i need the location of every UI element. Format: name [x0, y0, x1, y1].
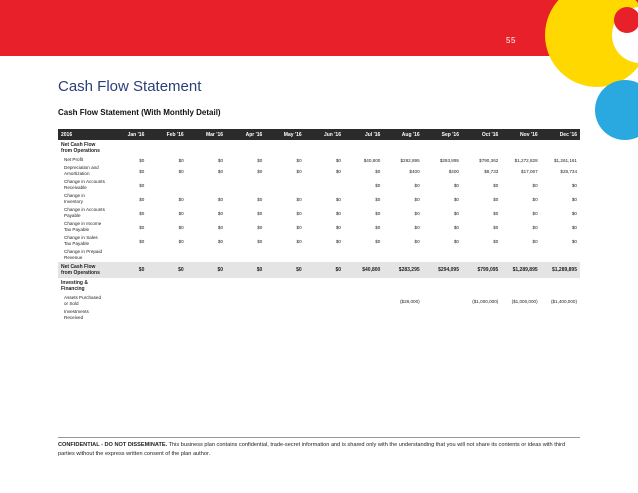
value-cell — [501, 308, 540, 322]
value-cell: $1,289,895 — [551, 267, 577, 273]
value-cell: ($1,000,000) — [511, 298, 538, 304]
header-year: 2016 — [61, 131, 73, 138]
value-cell: $0 — [493, 224, 499, 230]
value-cell: $1,261,161 — [554, 157, 577, 163]
cash-flow-table — [58, 129, 580, 322]
value-cell: $0 — [178, 224, 184, 230]
confidential-footer — [58, 441, 580, 459]
value-cell: $282,895 — [400, 157, 420, 163]
value-cell: $0 — [178, 210, 184, 216]
footer-divider — [58, 437, 580, 438]
header-month: Jun '16 — [323, 131, 341, 138]
value-cell: $0 — [139, 196, 145, 202]
header-month: Apr '16 — [245, 131, 263, 138]
empty-cell — [462, 278, 501, 294]
value-cell: $283,295 — [398, 267, 420, 273]
row-label: Net Profit — [64, 157, 84, 162]
value-cell — [305, 248, 344, 262]
value-cell: $28,734 — [560, 168, 577, 174]
value-cell: $0 — [335, 267, 341, 273]
empty-cell — [383, 140, 422, 156]
value-cell: $0 — [296, 157, 302, 163]
row-label: Change in Accounts Payable — [64, 207, 105, 218]
footer-bold: CONFIDENTIAL - DO NOT DISSEMINATE. — [58, 442, 168, 448]
value-cell — [226, 178, 265, 192]
table-row — [58, 178, 580, 192]
value-cell: $0 — [335, 224, 341, 230]
table-header-row — [58, 129, 580, 140]
value-cell — [501, 248, 540, 262]
row-label: Investments Received — [64, 309, 89, 320]
empty-cell — [108, 140, 147, 156]
value-cell: $799,095 — [477, 267, 499, 273]
value-cell — [187, 178, 226, 192]
value-cell — [383, 308, 422, 322]
value-cell: $0 — [335, 168, 341, 174]
row-label: Depreciation and Amortization — [64, 165, 99, 176]
value-cell: $0 — [139, 224, 145, 230]
empty-cell — [541, 278, 580, 294]
value-cell: $0 — [139, 238, 145, 244]
value-cell: $0 — [257, 210, 263, 216]
value-cell: $790,362 — [479, 157, 499, 163]
total-operations-row — [58, 262, 580, 278]
value-cell: $0 — [178, 168, 184, 174]
value-cell: $0 — [257, 238, 263, 244]
value-cell: $293,895 — [439, 157, 459, 163]
value-cell: $0 — [375, 238, 381, 244]
value-cell — [226, 248, 265, 262]
empty-cell — [147, 140, 186, 156]
header-month: Jul '16 — [364, 131, 381, 138]
value-cell: $0 — [178, 238, 184, 244]
value-cell — [344, 248, 383, 262]
value-cell — [462, 248, 501, 262]
header-month: Feb '16 — [166, 131, 184, 138]
header-month: Jan '16 — [127, 131, 145, 138]
value-cell: $0 — [217, 224, 224, 230]
value-cell: $0 — [296, 224, 302, 230]
value-cell — [305, 308, 344, 322]
header-band — [0, 0, 638, 56]
value-cell: $0 — [139, 168, 145, 174]
value-cell — [265, 308, 304, 322]
value-cell: $0 — [217, 168, 224, 174]
empty-cell — [226, 278, 265, 294]
empty-cell — [265, 278, 304, 294]
row-label: Change in Prepaid Revenue — [64, 249, 103, 260]
value-cell: $0 — [532, 196, 538, 202]
value-cell: $0 — [257, 224, 263, 230]
value-cell: $0 — [414, 224, 420, 230]
value-cell — [305, 178, 344, 192]
value-cell: $0 — [453, 196, 459, 202]
row-label: Net Cash Flow from Operations — [61, 264, 100, 276]
empty-cell — [147, 278, 186, 294]
value-cell: $0 — [178, 196, 184, 202]
value-cell: $0 — [139, 157, 145, 163]
value-cell: $0 — [453, 210, 459, 216]
value-cell: $0 — [414, 196, 420, 202]
value-cell — [147, 248, 186, 262]
value-cell — [462, 308, 501, 322]
table-row — [58, 192, 580, 206]
empty-cell — [423, 140, 462, 156]
value-cell: $0 — [257, 168, 263, 174]
value-cell: $0 — [296, 168, 302, 174]
value-cell: $0 — [375, 196, 381, 202]
value-cell: ($1,000,000) — [472, 298, 499, 304]
empty-cell — [226, 140, 265, 156]
value-cell — [344, 308, 383, 322]
value-cell: $0 — [296, 267, 302, 273]
value-cell: $0 — [532, 238, 538, 244]
table-row — [58, 156, 580, 164]
section-operations — [58, 140, 580, 156]
value-cell: $0 — [296, 238, 302, 244]
row-label: Change in Accounts Receivable — [64, 179, 105, 190]
value-cell: $0 — [375, 210, 381, 216]
value-cell — [147, 178, 186, 192]
blue-circle — [595, 80, 638, 140]
row-label: Change in Income Tax Payable — [64, 221, 102, 232]
value-cell: $0 — [256, 267, 263, 273]
value-cell: $17,067 — [521, 168, 538, 174]
empty-cell — [344, 278, 383, 294]
value-cell — [226, 308, 265, 322]
table-row — [58, 234, 580, 248]
value-cell — [147, 308, 186, 322]
value-cell — [187, 294, 226, 308]
page-title: Cash Flow Statement — [58, 78, 202, 95]
table-row — [58, 220, 580, 234]
section-label: Investing & Financing — [61, 280, 88, 292]
value-cell — [108, 294, 147, 308]
empty-cell — [344, 140, 383, 156]
value-cell: $0 — [493, 182, 499, 188]
value-cell: $0 — [414, 210, 420, 216]
value-cell: $0 — [375, 168, 381, 174]
value-cell — [344, 294, 383, 308]
page-subtitle: Cash Flow Statement (With Monthly Detail) — [58, 108, 221, 117]
value-cell — [108, 248, 147, 262]
value-cell: $0 — [335, 238, 341, 244]
value-cell: $0 — [217, 157, 224, 163]
value-cell: $0 — [217, 267, 224, 273]
value-cell: $0 — [571, 224, 577, 230]
empty-cell — [462, 140, 501, 156]
value-cell — [305, 294, 344, 308]
value-cell: $0 — [375, 224, 381, 230]
value-cell: $0 — [335, 157, 341, 163]
row-label: Assets Purchased or Sold — [64, 295, 102, 306]
row-label: Change in Sales Tax Payable — [64, 235, 98, 246]
value-cell: $0 — [414, 182, 420, 188]
page-number: 55 — [506, 36, 516, 45]
value-cell: $0 — [335, 196, 341, 202]
empty-cell — [541, 140, 580, 156]
value-cell — [423, 248, 462, 262]
empty-cell — [108, 278, 147, 294]
header-month: Oct '16 — [481, 131, 499, 138]
empty-cell — [501, 278, 540, 294]
footer-text: This business plan contains confidential, trade-secret information and is shared only with the understanding that you will not share its contents or ideas with third parties without the express written consent of the plan author. — [58, 442, 566, 457]
value-cell: $0 — [257, 157, 263, 163]
value-cell: $400 — [448, 168, 459, 174]
value-cell: $0 — [178, 157, 184, 163]
empty-cell — [187, 278, 226, 294]
value-cell: $0 — [375, 182, 381, 188]
value-cell: $0 — [453, 182, 459, 188]
value-cell: $0 — [453, 238, 459, 244]
value-cell — [187, 248, 226, 262]
value-cell: ($1,400,000) — [550, 298, 577, 304]
value-cell: $0 — [335, 210, 341, 216]
value-cell: $0 — [138, 267, 145, 273]
section-investing — [58, 278, 580, 294]
table-row — [58, 248, 580, 262]
value-cell — [265, 178, 304, 192]
empty-cell — [383, 278, 422, 294]
empty-cell — [305, 278, 344, 294]
value-cell: $0 — [493, 196, 499, 202]
value-cell: ($28,000) — [399, 298, 420, 304]
value-cell: $0 — [571, 210, 577, 216]
value-cell: $0 — [493, 238, 499, 244]
value-cell — [187, 308, 226, 322]
value-cell: $0 — [414, 238, 420, 244]
empty-cell — [187, 140, 226, 156]
empty-cell — [265, 140, 304, 156]
section-label: Net Cash Flow from Operations — [61, 142, 100, 154]
value-cell — [383, 248, 422, 262]
value-cell — [147, 294, 186, 308]
header-month: May '16 — [283, 131, 302, 138]
value-cell: $0 — [571, 182, 577, 188]
header-month: Dec '16 — [559, 131, 577, 138]
table-row — [58, 294, 580, 308]
value-cell — [541, 308, 580, 322]
table-row — [58, 164, 580, 178]
value-cell — [226, 294, 265, 308]
empty-cell — [305, 140, 344, 156]
value-cell: $0 — [139, 210, 145, 216]
value-cell: $1,289,895 — [512, 267, 538, 273]
value-cell — [108, 308, 147, 322]
empty-cell — [501, 140, 540, 156]
table-row — [58, 206, 580, 220]
value-cell: $0 — [217, 196, 224, 202]
table-row — [58, 308, 580, 322]
value-cell: $0 — [296, 196, 302, 202]
value-cell: $0 — [571, 196, 577, 202]
value-cell — [423, 294, 462, 308]
value-cell: $0 — [257, 196, 263, 202]
value-cell — [423, 308, 462, 322]
empty-cell — [423, 278, 462, 294]
value-cell: $0 — [532, 224, 538, 230]
value-cell: $8,733 — [484, 168, 499, 174]
value-cell — [541, 248, 580, 262]
value-cell: $40,800 — [363, 157, 381, 163]
header-month: Sep '16 — [441, 131, 459, 138]
value-cell: $0 — [532, 182, 538, 188]
header-month: Nov '16 — [520, 131, 538, 138]
value-cell: $1,272,828 — [514, 157, 538, 163]
value-cell: $40,800 — [362, 267, 381, 273]
row-label: Change in Inventory — [64, 193, 85, 204]
value-cell: $0 — [493, 210, 499, 216]
value-cell: $0 — [217, 210, 224, 216]
value-cell: $0 — [139, 182, 145, 188]
value-cell — [265, 248, 304, 262]
value-cell: $400 — [409, 168, 420, 174]
value-cell: $0 — [178, 267, 184, 273]
value-cell: $0 — [571, 238, 577, 244]
header-month: Aug '16 — [401, 131, 420, 138]
value-cell: $0 — [532, 210, 538, 216]
value-cell: $0 — [453, 224, 459, 230]
header-month: Mar '16 — [205, 131, 224, 138]
value-cell: $0 — [217, 238, 224, 244]
value-cell: $294,095 — [438, 267, 459, 273]
value-cell — [265, 294, 304, 308]
value-cell: $0 — [296, 210, 302, 216]
